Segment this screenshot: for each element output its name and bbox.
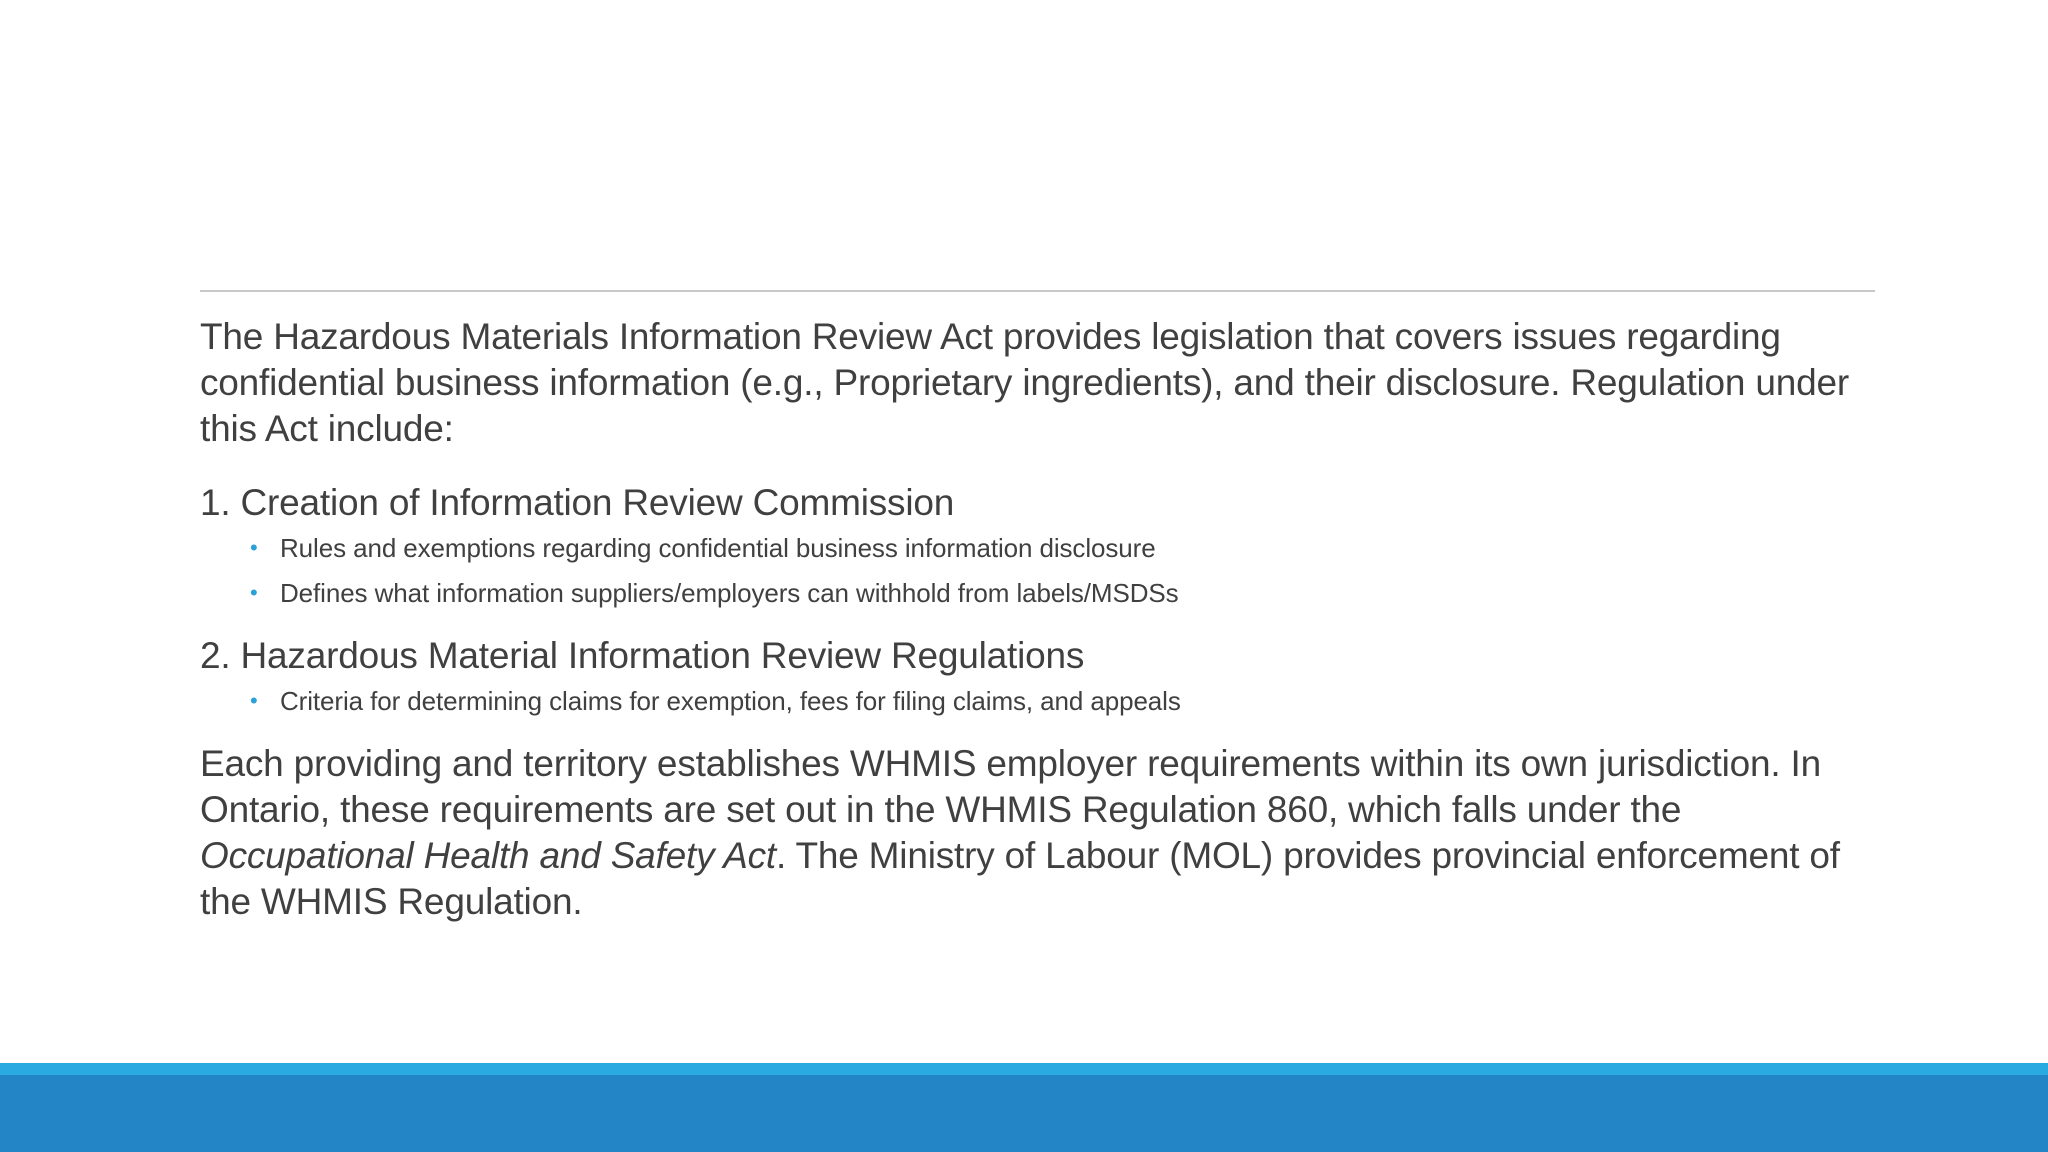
closing-paragraph [200, 741, 1890, 925]
section-heading: 1. Creation of Information Review Commission [200, 482, 955, 523]
section-2 [200, 633, 1890, 717]
bullet-text: Rules and exemptions regarding confidential business information disclosure [280, 533, 1156, 563]
slide-body [200, 314, 1890, 925]
bullet-item [250, 577, 1890, 609]
bullet-item [250, 532, 1890, 564]
bullet-text: Criteria for determining claims for exemption, fees for filing claims, and appeals [280, 686, 1181, 716]
title-divider [200, 290, 1875, 292]
bullet-item [250, 685, 1890, 717]
bullet-list [200, 685, 1890, 717]
bullet-text: Defines what information suppliers/employers can withhold from labels/MSDSs [280, 578, 1179, 608]
bullet-icon: • [250, 688, 258, 713]
bullet-icon: • [250, 580, 258, 605]
section-1 [200, 480, 1890, 609]
closing-text-start: Each providing and territory establishes WHMIS employer requirements within its own jurisdiction. In Ontario, these requirements are set out in the WHMIS Regulation 860, which falls under the [200, 743, 1822, 830]
section-heading: 2. Hazardous Material Information Review Regulations [200, 635, 1085, 676]
bullet-icon: • [250, 535, 258, 560]
bullet-list [200, 532, 1890, 609]
footer-accent-bar [0, 1063, 2048, 1075]
act-title-italic: Occupational Health and Safety Act [200, 835, 776, 876]
closing-text-end: . The Ministry of Labour (MOL) provides provincial enforcement of the WHMIS Regulation. [200, 835, 1840, 922]
footer-bar [0, 1075, 2048, 1152]
intro-paragraph: The Hazardous Materials Information Review Act provides legislation that covers issues regarding confidential business information (e.g., Proprietary ingredients), and their disclosure. Regulation under this Act include: [200, 316, 1850, 449]
